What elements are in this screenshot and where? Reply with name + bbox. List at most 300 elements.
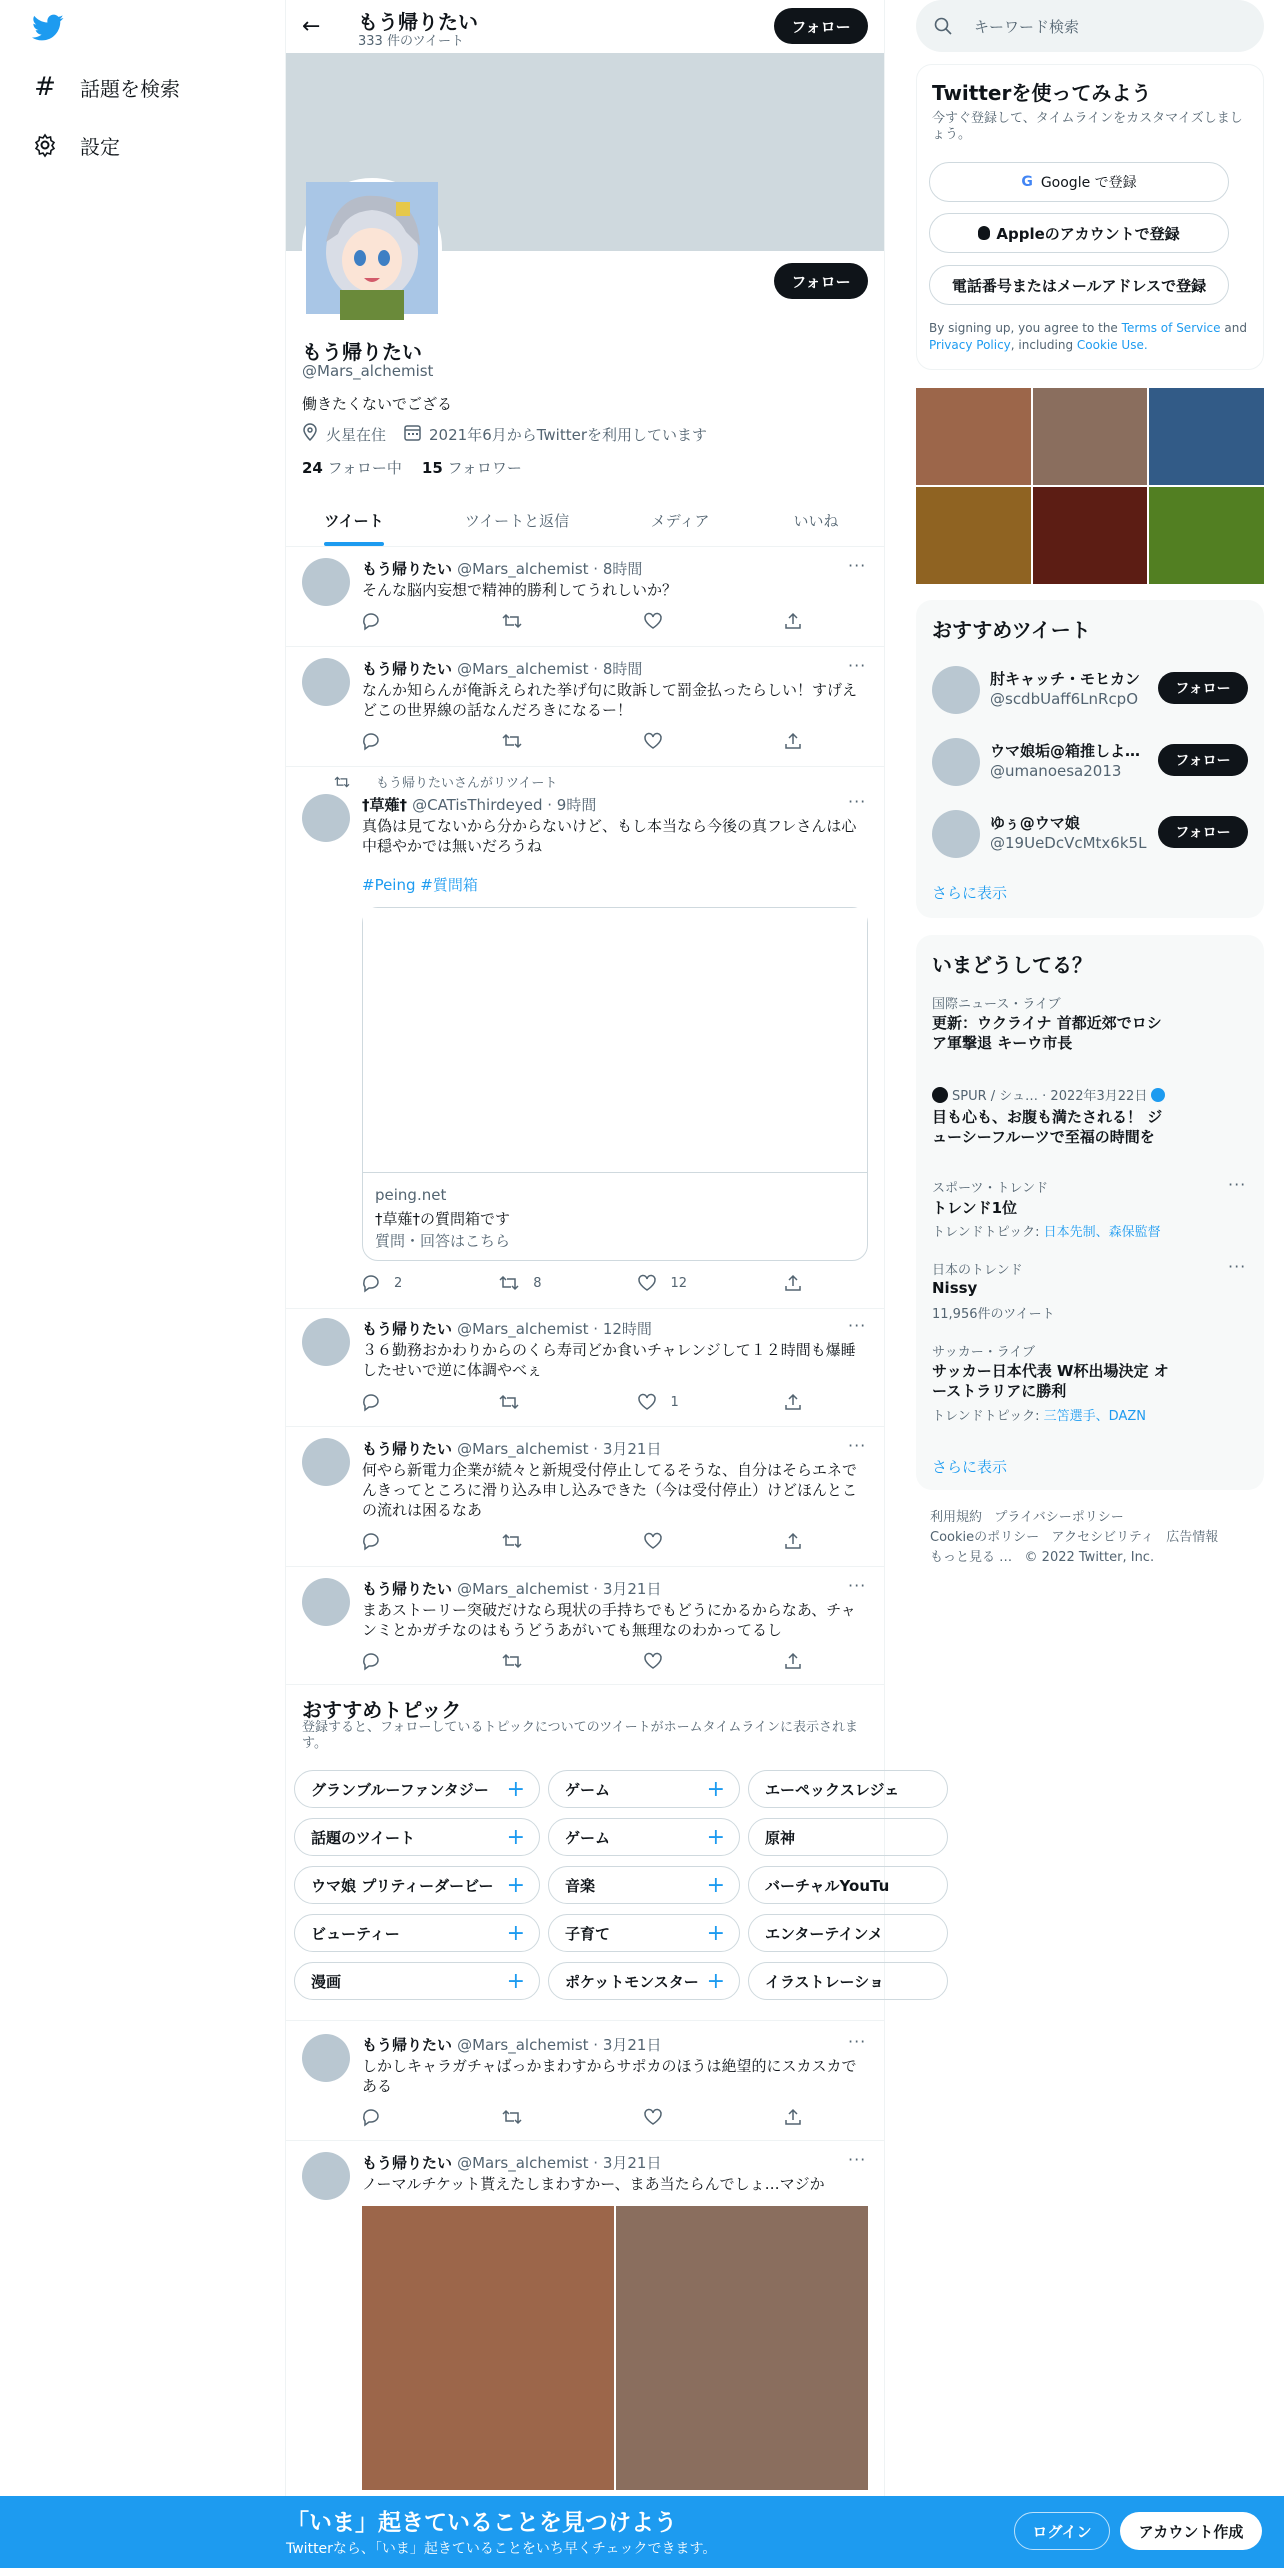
share-button[interactable] bbox=[784, 612, 802, 630]
trend-item[interactable] bbox=[916, 1259, 1264, 1329]
tweet-author-meta: @Mars_alchemist · 3月21日 bbox=[457, 1580, 662, 1598]
avatar bbox=[932, 738, 980, 786]
avatar bbox=[932, 666, 980, 714]
followers-label: フォロワー bbox=[447, 459, 522, 477]
heart-icon bbox=[644, 732, 662, 750]
trend-context: サッカー・ライブ bbox=[932, 1345, 1035, 1360]
reply-button[interactable] bbox=[362, 1652, 394, 1670]
tweet-media[interactable] bbox=[362, 2206, 868, 2490]
header-follow-button[interactable]: フォロー bbox=[774, 8, 868, 44]
tweet-author-name[interactable]: もう帰りたい bbox=[362, 560, 453, 578]
legal-text: By signing up, you agree to the bbox=[929, 321, 1118, 335]
tab-likes-label: いいね bbox=[793, 511, 839, 530]
share-button[interactable] bbox=[784, 1532, 802, 1550]
media-thumbnail[interactable] bbox=[916, 487, 1031, 584]
trend-title: Nissy bbox=[932, 1279, 978, 1297]
more-options-icon[interactable]: ··· bbox=[848, 1436, 867, 1455]
footer-cookie-link[interactable]: Cookieのポリシー bbox=[930, 1530, 1040, 1545]
tweet-author-name[interactable]: もう帰りたい bbox=[362, 2154, 453, 2172]
following-link[interactable] bbox=[302, 457, 402, 478]
calendar-icon bbox=[404, 424, 421, 445]
plus-icon: + bbox=[506, 1920, 525, 1946]
profile-handle: @Mars_alchemist bbox=[302, 362, 434, 380]
plus-icon: + bbox=[506, 1824, 525, 1850]
tab-tweets[interactable] bbox=[286, 494, 422, 546]
tweet-actions bbox=[362, 1532, 802, 1550]
reply-icon bbox=[362, 2108, 380, 2126]
tweet-author-meta: @Mars_alchemist · 3月21日 bbox=[457, 2036, 662, 2054]
tweet-author-name[interactable]: †草薙† bbox=[362, 796, 408, 814]
topic-pill[interactable] bbox=[748, 1866, 948, 1904]
trend-context: 国際ニュース・ライブ bbox=[932, 997, 1061, 1012]
tweet-author-meta: @Mars_alchemist · 12時間 bbox=[457, 1320, 652, 1338]
location-icon bbox=[302, 423, 318, 445]
center-column-border-right bbox=[884, 0, 885, 2568]
more-options-icon[interactable]: ··· bbox=[848, 2150, 867, 2169]
tweet-header bbox=[362, 1318, 652, 1339]
tweet-avatar[interactable] bbox=[302, 558, 350, 606]
profile-tabs bbox=[286, 494, 884, 547]
share-button[interactable] bbox=[784, 1393, 802, 1411]
user-suggestion[interactable] bbox=[916, 730, 1264, 798]
like-button[interactable] bbox=[644, 2108, 676, 2126]
reply-icon bbox=[362, 612, 380, 630]
user-handle: @scdbUaff6LnRcpO bbox=[990, 690, 1139, 708]
topic-pill[interactable] bbox=[748, 1962, 948, 2000]
heart-icon bbox=[644, 1652, 662, 1670]
retweet-icon bbox=[499, 1274, 519, 1292]
user-handle: @umanoesa2013 bbox=[990, 762, 1122, 780]
tweet-avatar[interactable] bbox=[302, 794, 350, 842]
divider bbox=[286, 1426, 884, 1427]
retweet-note-text[interactable]: もう帰りたいさんがリツイート bbox=[376, 776, 558, 791]
user-suggestion[interactable] bbox=[916, 802, 1264, 870]
like-count: 1 bbox=[670, 1394, 679, 1410]
topic-label: 原神 bbox=[765, 1828, 796, 1847]
trend-context bbox=[932, 1085, 1165, 1104]
share-button[interactable] bbox=[784, 1274, 802, 1292]
nav-explore-label: 話題を検索 bbox=[80, 76, 180, 101]
share-icon bbox=[784, 1393, 802, 1411]
trend-subtitle bbox=[932, 1221, 1161, 1240]
topic-label: イラストレーショ bbox=[765, 1972, 884, 1991]
tweet-author-name[interactable]: もう帰りたい bbox=[362, 2036, 453, 2054]
tweet-text: なんか知らんが俺訴えられた挙げ句に敗訴して罰金払ったらしい！すげえどこの世界線の話なんだろきになるー！ bbox=[362, 681, 858, 719]
reply-button[interactable] bbox=[362, 1393, 394, 1411]
tweet-header bbox=[362, 658, 642, 679]
search-icon bbox=[934, 17, 952, 35]
retweet-icon bbox=[502, 1652, 522, 1670]
trend-item[interactable] bbox=[916, 993, 1264, 1073]
media-thumbnail[interactable] bbox=[916, 388, 1031, 485]
profile-follow-stats bbox=[302, 457, 522, 478]
gear-icon bbox=[32, 132, 58, 158]
more-options-icon[interactable]: ··· bbox=[848, 656, 867, 675]
topic-pill[interactable] bbox=[748, 1818, 948, 1856]
user-handle: @19UeDcVcMtx6k5L bbox=[990, 834, 1147, 852]
topic-pill[interactable] bbox=[548, 1962, 740, 2000]
retweet-icon bbox=[502, 2108, 522, 2126]
media-thumbnail[interactable] bbox=[1149, 487, 1264, 584]
tweet-actions bbox=[362, 612, 802, 630]
who-to-follow-card bbox=[916, 600, 1264, 918]
topic-label: グランブルーファンタジー bbox=[311, 1780, 489, 1799]
profile-joined: 2021年6月からTwitterを利用しています bbox=[429, 425, 708, 444]
tweet-author-name[interactable]: もう帰りたい bbox=[362, 1580, 453, 1598]
followers-link[interactable] bbox=[422, 457, 522, 478]
user-name: 肘キャッチ・モヒカン bbox=[990, 670, 1141, 688]
trend-topic-links[interactable]: 日本先制、森保監督 bbox=[1043, 1225, 1161, 1240]
bottom-bar-subtitle: Twitterなら、「いま」起きていることをいち早くチェックできます。 bbox=[286, 2541, 717, 2557]
trend-subtitle bbox=[932, 1405, 1146, 1424]
share-icon bbox=[784, 732, 802, 750]
divider bbox=[286, 2020, 884, 2021]
divider bbox=[286, 1684, 884, 1685]
reply-icon bbox=[362, 1393, 380, 1411]
retweet-button[interactable] bbox=[502, 1652, 536, 1670]
footer-accessibility-link[interactable]: アクセシビリティ bbox=[1051, 1530, 1154, 1545]
trends-title: いまどうしてる？ bbox=[932, 953, 1092, 977]
cookie-link[interactable]: Cookie Use. bbox=[1076, 338, 1148, 352]
tweet-actions bbox=[362, 1274, 802, 1292]
retweet-icon bbox=[502, 612, 522, 630]
retweet-note bbox=[334, 772, 557, 791]
tab-replies-label: ツイートと返信 bbox=[464, 511, 570, 530]
plus-icon: + bbox=[506, 1968, 525, 1994]
tweet-header bbox=[362, 1578, 661, 1599]
footer-copyright: © 2022 Twitter, Inc. bbox=[1024, 1550, 1155, 1565]
profile-media-grid bbox=[916, 388, 1264, 584]
reply-button[interactable] bbox=[362, 1532, 394, 1550]
tweet-author-name[interactable]: もう帰りたい bbox=[362, 660, 453, 678]
topic-label: エンターテインメ bbox=[765, 1924, 883, 1943]
more-options-icon[interactable]: ··· bbox=[848, 792, 867, 811]
profile-follow-button[interactable]: フォロー bbox=[774, 263, 868, 299]
divider bbox=[286, 2140, 884, 2141]
profile-location: 火星在住 bbox=[326, 425, 387, 444]
tweet-avatar[interactable] bbox=[302, 1438, 350, 1486]
topic-label: 話題のツイート bbox=[311, 1828, 415, 1847]
trend-title: トレンド1位 bbox=[932, 1199, 1018, 1217]
reply-button[interactable] bbox=[362, 2108, 394, 2126]
tweet-author-name[interactable]: もう帰りたい bbox=[362, 1320, 453, 1338]
reply-button[interactable] bbox=[362, 1274, 402, 1292]
topic-pill[interactable] bbox=[748, 1770, 948, 1808]
topic-label: ゲーム bbox=[565, 1828, 611, 1847]
follow-button[interactable]: フォロー bbox=[1158, 744, 1248, 776]
topic-pill[interactable] bbox=[294, 1914, 540, 1952]
topic-label: 音楽 bbox=[565, 1876, 596, 1895]
topic-pill[interactable] bbox=[548, 1770, 740, 1808]
link-card-title: †草薙†の質問箱です bbox=[375, 1210, 511, 1228]
tweet-actions bbox=[362, 732, 802, 750]
phone-email-signup-label: 電話番号またはメールアドレスで登録 bbox=[951, 276, 1207, 295]
more-options-icon[interactable]: ··· bbox=[1228, 1175, 1247, 1194]
divider bbox=[286, 1308, 884, 1309]
like-button[interactable] bbox=[644, 612, 676, 630]
tweet-text: ノーマルチケット貰えたしまわすかー、まあ当たらんでしょ…マジか bbox=[362, 2175, 825, 2193]
reply-count: 2 bbox=[394, 1275, 403, 1291]
tweet-text: そんな脳内妄想で精神的勝利してうれしいか？ bbox=[362, 581, 678, 599]
topic-pill[interactable] bbox=[548, 1818, 740, 1856]
share-icon bbox=[784, 1532, 802, 1550]
follow-button[interactable]: フォロー bbox=[1158, 816, 1248, 848]
profile-bio: 働きたくないでござる bbox=[302, 395, 453, 413]
trend-context: スポーツ・トレンド bbox=[932, 1181, 1049, 1196]
bottom-bar-title: 「いま」起きていることを見つけよう bbox=[286, 2510, 677, 2536]
divider bbox=[286, 1566, 884, 1567]
trend-context: 日本のトレンド bbox=[932, 1263, 1023, 1278]
topic-label: ポケットモンスター bbox=[565, 1972, 699, 1991]
apple-signup-button[interactable] bbox=[929, 213, 1229, 253]
topics-carousel bbox=[286, 1770, 900, 2000]
profile-avatar[interactable] bbox=[302, 178, 442, 318]
signup-subtitle: 今すぐ登録して、タイムラインをカスタマイズしましょう。 bbox=[932, 111, 1243, 142]
user-suggestion[interactable] bbox=[916, 658, 1264, 726]
like-button[interactable] bbox=[638, 1393, 678, 1411]
tweet-actions bbox=[362, 1393, 802, 1411]
legal-and: and bbox=[1224, 321, 1247, 335]
tab-replies[interactable] bbox=[422, 494, 612, 546]
tab-media-label: メディア bbox=[650, 511, 710, 530]
topic-pill[interactable] bbox=[294, 1962, 540, 2000]
topic-pill[interactable] bbox=[548, 1866, 740, 1904]
tweet-text: 真偽は見てないから分からないけど、もし本当なら今後の真フレさんは心中穏やかでは無いだろうね bbox=[362, 817, 857, 855]
tweet-header bbox=[362, 2152, 661, 2173]
hashtag-icon: # bbox=[34, 72, 56, 102]
google-icon: G bbox=[1021, 174, 1033, 190]
tweet-avatar[interactable] bbox=[302, 1578, 350, 1626]
reply-icon bbox=[362, 1274, 380, 1292]
publisher-avatar-icon bbox=[932, 1087, 948, 1103]
user-name: ゆぅ@ウマ娘 bbox=[990, 814, 1080, 832]
topic-label: 子育て bbox=[565, 1924, 611, 1943]
tweet-header bbox=[362, 1438, 661, 1459]
footer-links bbox=[930, 1508, 1250, 1568]
trend-title: 更新：ウクライナ 首都近郊でロシア軍撃退 キーウ市長 bbox=[932, 1014, 1162, 1052]
tweet-author-meta: @CATisThirdeyed · 9時間 bbox=[412, 796, 597, 814]
topic-pill[interactable] bbox=[748, 1914, 948, 1952]
retweet-button[interactable] bbox=[502, 1532, 536, 1550]
trend-item[interactable] bbox=[916, 1341, 1264, 1431]
bottom-signup-bar bbox=[0, 2496, 1284, 2568]
retweet-icon bbox=[499, 1393, 519, 1411]
plus-icon: + bbox=[706, 1968, 725, 1994]
tweet-author-name[interactable]: もう帰りたい bbox=[362, 1440, 453, 1458]
reply-button[interactable] bbox=[362, 732, 394, 750]
divider bbox=[286, 766, 884, 767]
login-button[interactable]: ログイン bbox=[1014, 2512, 1110, 2550]
heart-icon bbox=[644, 612, 662, 630]
link-card-domain: peing.net bbox=[375, 1186, 447, 1204]
share-button[interactable] bbox=[784, 732, 802, 750]
like-button[interactable] bbox=[638, 1274, 687, 1292]
more-options-icon[interactable]: ··· bbox=[848, 1576, 867, 1595]
divider bbox=[286, 646, 884, 647]
heart-icon bbox=[644, 2108, 662, 2126]
heart-icon bbox=[638, 1274, 656, 1292]
reply-icon bbox=[362, 1652, 380, 1670]
trend-tweet-count: 11,956件のツイート bbox=[932, 1307, 1055, 1322]
topics-title: おすすめトピック bbox=[302, 1698, 462, 1722]
topic-pill[interactable] bbox=[294, 1770, 540, 1808]
show-more-link[interactable]: さらに表示 bbox=[932, 1458, 1008, 1476]
like-button[interactable] bbox=[644, 1652, 676, 1670]
retweet-icon bbox=[502, 732, 522, 750]
tweet-author-meta: @Mars_alchemist · 3月21日 bbox=[457, 2154, 662, 2172]
footer-terms-link[interactable]: 利用規約 bbox=[930, 1510, 983, 1525]
tweet-text: ３６勤務おかわりからのくら寿司どか食いチャレンジして１２時間も爆睡したせいで逆に体調やべぇ bbox=[362, 1341, 856, 1379]
topic-pill[interactable] bbox=[294, 1818, 540, 1856]
profile-meta bbox=[302, 423, 707, 445]
phone-email-signup-button[interactable] bbox=[929, 265, 1229, 305]
nav-settings[interactable] bbox=[32, 128, 120, 162]
google-signup-button[interactable] bbox=[929, 162, 1229, 202]
trend-context-text: SPUR / シュ… · 2022年3月22日 bbox=[952, 1089, 1148, 1104]
more-options-icon[interactable]: ··· bbox=[848, 556, 867, 575]
topics-subtitle: 登録すると、フォローしているトピックについてのツイートがホームタイムラインに表示されます。 bbox=[302, 1720, 859, 1751]
trend-item[interactable] bbox=[916, 1177, 1264, 1247]
share-button[interactable] bbox=[784, 2108, 802, 2126]
topic-label: 漫画 bbox=[311, 1972, 342, 1991]
heart-icon bbox=[638, 1393, 656, 1411]
topic-label: ウマ娘 プリティーダービー bbox=[311, 1876, 494, 1895]
tweet-text: しかしキャラガチャばっかまわすからサポカのほうは絶望的にスカスカである bbox=[362, 2057, 857, 2095]
nav-explore[interactable] bbox=[32, 70, 180, 104]
tweet-hashtags[interactable]: #Peing #質問箱 bbox=[362, 876, 478, 894]
retweet-button[interactable] bbox=[502, 2108, 536, 2126]
retweet-icon bbox=[334, 775, 350, 789]
verified-badge-icon bbox=[1151, 1088, 1165, 1102]
trend-subtitle-prefix: トレンドトピック: bbox=[932, 1225, 1044, 1240]
media-thumbnail[interactable] bbox=[1033, 487, 1148, 584]
media-image[interactable] bbox=[362, 2206, 614, 2490]
footer-ads-link[interactable]: 広告情報 bbox=[1166, 1530, 1219, 1545]
like-button[interactable] bbox=[644, 1532, 676, 1550]
link-card-image bbox=[363, 908, 867, 1173]
trend-item[interactable] bbox=[916, 1085, 1264, 1165]
topic-pill[interactable] bbox=[294, 1866, 540, 1904]
header-tweet-count: 333 件のツイート bbox=[358, 34, 465, 49]
footer-more-link[interactable]: もっと見る … bbox=[930, 1550, 1013, 1565]
more-options-icon[interactable]: ··· bbox=[848, 1316, 867, 1335]
reply-button[interactable] bbox=[362, 612, 394, 630]
share-icon bbox=[784, 612, 802, 630]
share-button[interactable] bbox=[784, 1652, 802, 1670]
link-card-description: 質問・回答はこちら bbox=[375, 1232, 511, 1250]
trend-title: サッカー日本代表 W杯出場決定 オーストラリアに勝利 bbox=[932, 1362, 1169, 1400]
who-to-follow-title: おすすめツイート bbox=[932, 618, 1091, 642]
plus-icon: + bbox=[706, 1776, 725, 1802]
tab-likes[interactable] bbox=[748, 494, 884, 546]
followers-count: 15 bbox=[421, 459, 443, 477]
trend-subtitle-prefix: トレンドトピック: bbox=[932, 1409, 1044, 1424]
topic-label: ビューティー bbox=[311, 1924, 400, 1943]
nav-settings-label: 設定 bbox=[80, 134, 120, 159]
apple-icon bbox=[978, 226, 990, 240]
show-more-link[interactable]: さらに表示 bbox=[932, 884, 1008, 902]
tweet-avatar[interactable] bbox=[302, 2034, 350, 2082]
signup-title: Twitterを使ってみよう bbox=[932, 81, 1152, 105]
trends-card bbox=[916, 935, 1264, 1490]
tweet-text: まあストーリー突破だけなら現状の手持ちでもどうにかるからなあ、チャンミとかガチなのはもうどうあがいても無理なのわかってるし bbox=[362, 1601, 856, 1639]
topic-label: エーペックスレジェ bbox=[765, 1780, 900, 1799]
back-arrow-icon[interactable]: ← bbox=[302, 14, 321, 39]
following-count: 24 bbox=[302, 459, 323, 477]
more-options-icon[interactable]: ··· bbox=[1228, 1257, 1247, 1276]
apple-signup-label: Appleのアカウントで登録 bbox=[996, 224, 1180, 243]
user-name: ウマ娘垢@箱推しよ… bbox=[990, 742, 1141, 760]
more-options-icon[interactable]: ··· bbox=[848, 2032, 867, 2051]
follow-button[interactable]: フォロー bbox=[1158, 672, 1248, 704]
tweet-header bbox=[362, 2034, 661, 2055]
tweet-actions bbox=[362, 1652, 802, 1670]
reply-icon bbox=[362, 732, 380, 750]
tab-media[interactable] bbox=[612, 494, 748, 546]
tweet-author-meta: @Mars_alchemist · 8時間 bbox=[457, 560, 643, 578]
link-card[interactable] bbox=[362, 907, 868, 1261]
plus-icon: + bbox=[706, 1920, 725, 1946]
profile-name: もう帰りたい bbox=[302, 340, 422, 364]
retweet-button[interactable] bbox=[499, 1274, 541, 1292]
plus-icon: + bbox=[706, 1872, 725, 1898]
topic-pill[interactable] bbox=[548, 1914, 740, 1952]
privacy-link[interactable]: Privacy Policy bbox=[929, 338, 1011, 352]
tweet-author-meta: @Mars_alchemist · 3月21日 bbox=[457, 1440, 662, 1458]
retweet-icon bbox=[502, 1532, 522, 1550]
media-thumbnail[interactable] bbox=[1033, 388, 1148, 485]
topic-label: ゲーム bbox=[565, 1780, 611, 1799]
share-icon bbox=[784, 2108, 802, 2126]
media-thumbnail[interactable] bbox=[1149, 388, 1264, 485]
tweet-author-meta: @Mars_alchemist · 8時間 bbox=[457, 660, 643, 678]
create-account-button[interactable]: アカウント作成 bbox=[1120, 2512, 1262, 2550]
tweet-avatar[interactable] bbox=[302, 2152, 350, 2200]
legal-including: , including bbox=[1010, 338, 1074, 352]
heart-icon bbox=[644, 1532, 662, 1550]
tweet-text: 何やら新電力企業が続々と新規受付停止してるそうな、自分はそらエネでんきってところに滑り込み申し込みできた（今は受付停止）けどほんとこの流れは困るなあ bbox=[362, 1461, 858, 1519]
retweet-button[interactable] bbox=[502, 612, 536, 630]
following-label: フォロー中 bbox=[327, 459, 402, 477]
plus-icon: + bbox=[506, 1776, 525, 1802]
reply-icon bbox=[362, 1532, 380, 1550]
tweet-avatar[interactable] bbox=[302, 1318, 350, 1366]
tweet-header bbox=[362, 794, 596, 815]
plus-icon: + bbox=[706, 1824, 725, 1850]
tweet-actions bbox=[362, 2108, 802, 2126]
tweet-header bbox=[362, 558, 642, 579]
signup-legal bbox=[929, 320, 1255, 354]
avatar bbox=[932, 810, 980, 858]
twitter-logo-icon[interactable] bbox=[32, 14, 64, 42]
retweet-button[interactable] bbox=[499, 1393, 533, 1411]
center-column-border-left bbox=[285, 0, 286, 2568]
trend-topic-links[interactable]: 三笘選手、DAZN bbox=[1043, 1409, 1146, 1424]
footer-privacy-link[interactable]: プライバシーポリシー bbox=[994, 1510, 1124, 1525]
media-image[interactable] bbox=[616, 2206, 868, 2490]
terms-link[interactable]: Terms of Service bbox=[1121, 321, 1221, 335]
trend-title: 目も心も、お腹も満たされる！ ジューシーフルーツで至福の時間を bbox=[932, 1108, 1163, 1146]
like-count: 12 bbox=[670, 1275, 688, 1291]
share-icon bbox=[784, 1274, 802, 1292]
like-button[interactable] bbox=[644, 732, 676, 750]
plus-icon: + bbox=[506, 1872, 525, 1898]
search-input[interactable] bbox=[916, 0, 1264, 52]
tweet-avatar[interactable] bbox=[302, 658, 350, 706]
retweet-button[interactable] bbox=[502, 732, 536, 750]
share-icon bbox=[784, 1652, 802, 1670]
topic-label: バーチャルYouTu bbox=[765, 1876, 890, 1895]
